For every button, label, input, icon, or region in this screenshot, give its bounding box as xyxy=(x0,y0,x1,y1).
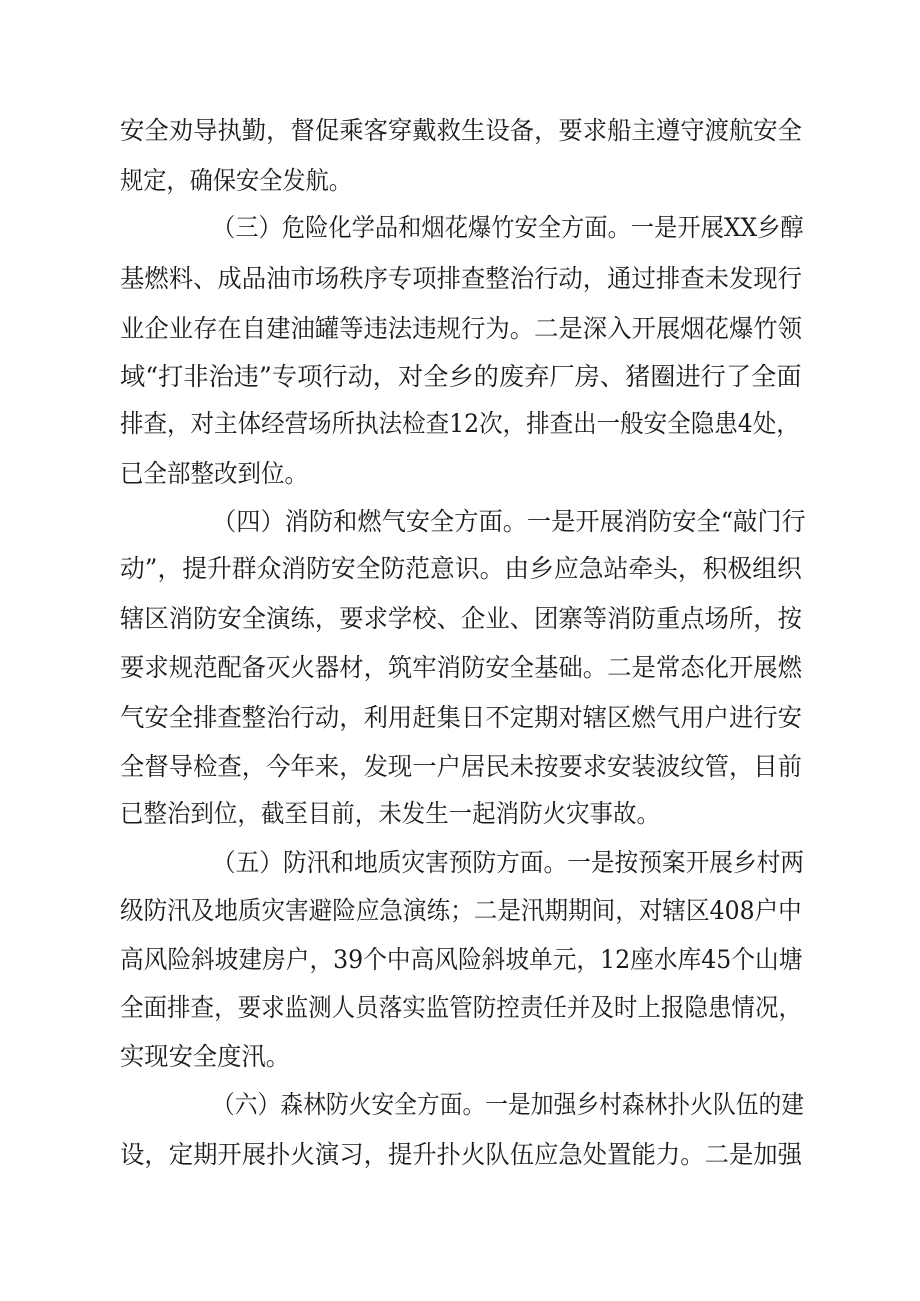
body-line: （五）防汛和地质灾害预防方面。一是按预案开展乡村两 xyxy=(212,848,805,877)
body-line: 级防汛及地质灾害避险应急演练；二是汛期期间，对辖区408户中 xyxy=(120,896,802,925)
body-line: 业企业存在自建油罐等违法违规行为。二是深入开展烟花爆竹领 xyxy=(120,314,803,343)
body-line: 气安全排查整治行动，利用赶集日不定期对辖区燃气用户进行安 xyxy=(120,703,803,732)
body-line: （四）消防和燃气安全方面。一是开展消防安全“敲门行 xyxy=(212,507,806,536)
body-line: 域“打非治违”专项行动，对全乡的废弃厂房、猪圈进行了全面 xyxy=(120,362,802,391)
body-line: 实现安全度汛。 xyxy=(120,1042,291,1071)
body-line: 已全部整改到位。 xyxy=(120,459,309,488)
body-line: 高风险斜坡建房户，39个中高风险斜坡单元，12座水库45个山塘 xyxy=(120,945,803,974)
body-line: 已整治到位，截至目前，未发生一起消防火灾事故。 xyxy=(120,799,660,828)
body-line: 要求规范配备灭火器材，筑牢消防安全基础。二是常态化开展燃 xyxy=(120,653,803,682)
body-line: 基燃料、成品油市场秩序专项排查整治行动，通过排查未发现行 xyxy=(120,264,803,293)
body-line: （六）森林防火安全方面。一是加强乡村森林扑火队伍的建 xyxy=(212,1090,805,1119)
body-line: 辖区消防安全演练，要求学校、企业、团寨等消防重点场所，按 xyxy=(120,604,803,633)
body-line: （三）危险化学品和烟花爆竹安全方面。一是开展XX乡醇 xyxy=(212,213,804,242)
body-line: 全面排查，要求监测人员落实监管防控责任并及时上报隐患情况， xyxy=(120,993,803,1022)
body-line: 全督导检查，今年来，发现一户居民未按要求安装波纹管，目前 xyxy=(120,752,803,781)
body-line: 设，定期开展扑火演习，提升扑火队伍应急处置能力。二是加强 xyxy=(120,1140,803,1169)
body-line: 安全劝导执勤，督促乘客穿戴救生设备，要求船主遵守渡航安全 xyxy=(120,116,803,145)
body-line: 规定，确保安全发航。 xyxy=(120,166,353,195)
body-line: 排查，对主体经营场所执法检查12次，排查出一般安全隐患4处， xyxy=(120,409,800,438)
body-line: 动”，提升群众消防安全防范意识。由乡应急站牵头，积极组织 xyxy=(120,554,802,583)
